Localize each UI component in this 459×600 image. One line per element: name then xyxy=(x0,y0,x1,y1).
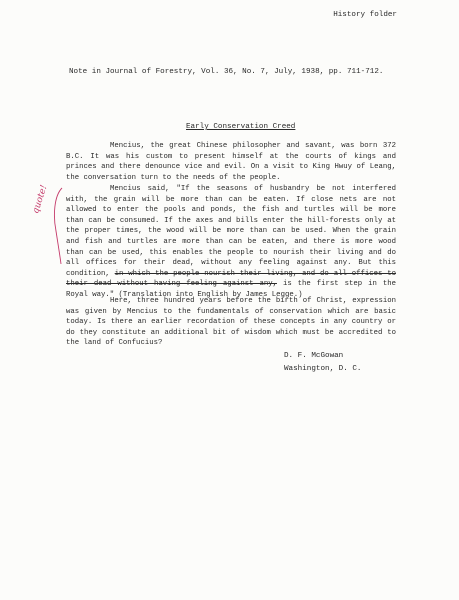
quote-text: Mencius said, "If the seasons of husbandry be not interfered with, the grain will be more than can be eaten. If close nets are not allowed to enter the pools and ponds, the fish and turtles will be more than can be consumed. If the axes and bills enter the hill-forests only at the proper times, the wood will be more than can be used. When the grain and fish and turtles are more than can be eaten, and there is more wood than can be used, this enables the people to nourish their living and do all offices for their dead, without any feeling against any. But this condition, xyxy=(66,185,396,278)
paragraph-intro: Mencius, the great Chinese philosopher and savant, was born 372 B.C. It was his custom to present himself at the courts of kings and princes and there denounce vice and evil. On a visit to King Hwuy of Leang, the conversation turn to the needs of the people. xyxy=(66,142,396,182)
paragraph-quote xyxy=(66,184,396,301)
margin-note-handwritten: quote! xyxy=(31,183,50,216)
margin-bracket-mark xyxy=(50,186,64,266)
quote-ending: is the first step in the Royal way." (Translation into English by James Legge.) xyxy=(66,280,396,299)
citation-line: Note in Journal of Forestry, Vol. 36, No. 7, July, 1938, pp. 711-712. xyxy=(69,68,384,76)
paragraph-closing: Here, three hundred years before the birth of Christ, expression was given by Mencius to the fundamentals of conservation which are basic today. Is there an earlier recordation of these concepts in any country or do they constitute an additional bit of wisdom which must be accredited to the land of Confucius? xyxy=(66,297,396,348)
document-title: Early Conservation Creed xyxy=(186,123,296,131)
struck-text: in which the people nourish their living, and do all offices to their dead without having feeling against any, xyxy=(66,269,396,289)
folder-tag: History folder xyxy=(333,11,397,19)
signature-place: Washington, D. C. xyxy=(284,365,362,373)
signature-name: D. F. McGowan xyxy=(284,352,344,360)
